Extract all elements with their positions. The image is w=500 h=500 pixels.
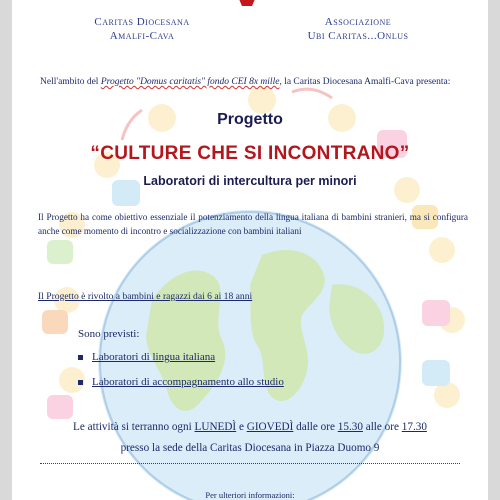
bullet-icon (78, 380, 83, 385)
bullet-icon (78, 355, 83, 360)
dotted-divider (40, 463, 460, 464)
schedule-line (12, 421, 488, 433)
schedule-day-thursday: GIOVEDÌ (246, 421, 294, 433)
schedule-and: e (236, 421, 247, 433)
footer-info: Per ulteriori informazioni: (205, 490, 295, 500)
target-audience: Il Progetto è rivolto a bambini e ragazzi dai 6 ai 18 anni (38, 291, 253, 302)
header-right-line2: Ubi Caritas...Onlus (307, 29, 409, 42)
schedule-end-time: 17.30 (401, 421, 427, 433)
schedule-to: alle ore (362, 421, 402, 433)
header-left-line1: Caritas Diocesana (94, 16, 190, 28)
lab-list-item (78, 351, 215, 363)
schedule-from: dalle ore (293, 421, 338, 433)
title-subtitle: Laboratori di intercultura per minori (143, 174, 357, 188)
schedule-location: presso la sede della Caritas Diocesana in Piazza Duomo 9 (120, 442, 380, 454)
intro-text (40, 76, 480, 90)
intro-part2: , la Caritas Diocesana Amalfi-Cava presenta: (279, 77, 451, 87)
intro-part1: Nell'ambito del (40, 77, 101, 87)
sono-previsti-label: Sono previsti: (78, 328, 140, 340)
caritas-logo (232, 0, 262, 8)
header-left (82, 16, 202, 44)
header-right-line1: Associazione (324, 16, 392, 28)
lab-list-item (78, 376, 284, 388)
header-left-line2: Amalfi-Cava (109, 29, 175, 42)
intro-project-name: Progetto "Domus caritatis" fondo CEI 8x mille (100, 77, 280, 87)
lab-label: Laboratori di accompagnamento allo studio (92, 376, 284, 388)
description-paragraph: Il Progetto ha come obiettivo essenziale il potenziamento della lingua italiana di bambini stranieri, ma si configura anche come momento di incontro e socializzazione con bambini italiani (38, 212, 468, 237)
flyer-page (12, 0, 488, 500)
schedule-start-time: 15.30 (337, 421, 363, 433)
title-main: “CULTURE CHE SI INCONTRANO” (90, 143, 410, 164)
schedule-prefix: Le attività si terranno ogni (73, 421, 195, 433)
header-right (288, 16, 428, 44)
title-progetto: Progetto (217, 111, 283, 128)
lab-label: Laboratori di lingua italiana (92, 351, 216, 363)
schedule-day-monday: LUNEDÌ (194, 421, 237, 433)
